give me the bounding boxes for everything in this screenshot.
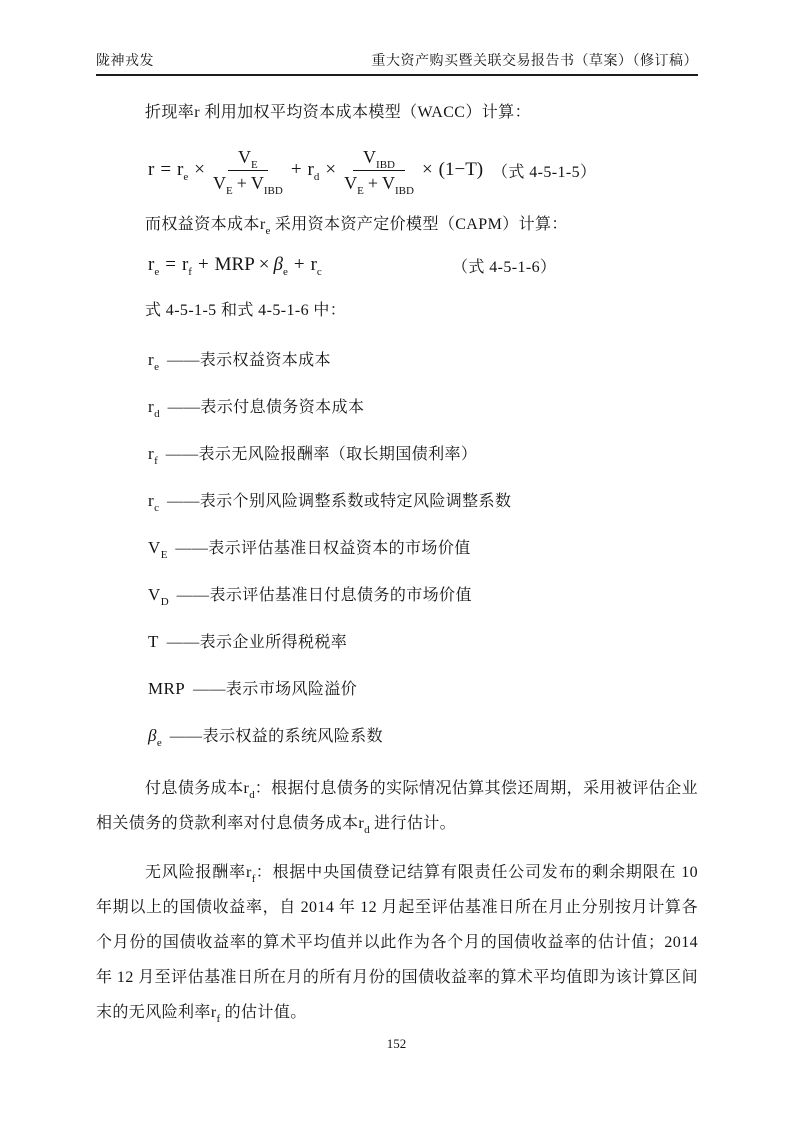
paragraph-debt-cost	[96, 771, 698, 841]
page-footer	[0, 1036, 793, 1052]
symbol-vd: $V_D$	[148, 585, 169, 608]
symbol-mrp: MRP	[148, 679, 186, 698]
definition-row-ve	[96, 536, 698, 561]
definition-row-rd	[96, 395, 698, 420]
tax-term: (1−T)	[438, 159, 484, 180]
paragraph-text: 而权益资本成本	[145, 216, 260, 233]
paragraph-text: 折现率	[145, 104, 195, 121]
page-number: 152	[386, 1036, 407, 1051]
formula-capm-expression: $r_e$ = $r_f$ + MRP × $\beta_e$ + $r_c$	[148, 254, 322, 278]
header-report-title: 重大资产购买暨关联交易报告书（草案）（修订稿）	[371, 54, 698, 69]
definition-text: ——表示权益的系统风险系数	[169, 728, 383, 745]
definition-row-mrp	[96, 677, 698, 702]
symbol-beta: $\beta_e$	[148, 726, 162, 749]
paragraph-capm-intro	[96, 214, 698, 236]
symbol-re: $r_e$	[148, 350, 159, 373]
symbol-rd: $r_d$	[148, 397, 160, 420]
header-company-name: 陇神戎发	[96, 54, 154, 69]
formula-capm-label: （式 4-5-1-6）	[452, 258, 557, 276]
paragraph-text: ：根据中央国债登记结算有限责任公司发布的剩余期限在 10 年期以上的国债收益率，自 2014 年 12 月起至评估基准日所在月止分别按月计算各个月份的国债收益率的算术平均值并以此作为各个月的国债收益率的估计值；2014 年 12 月至评估基准日所在月的所有月份的国债收益率的算术平均值即为该计算区间末的无风险利率	[96, 864, 699, 1021]
definition-text: ——表示个别风险调整系数或特定风险调整系数	[166, 493, 512, 510]
symbol-rd: $r_d$	[243, 780, 255, 801]
symbol-rd: $r_d$	[358, 815, 370, 836]
definition-text: ——表示企业所得税税率	[166, 634, 348, 651]
symbol-rf: $r_f$	[148, 444, 158, 467]
definition-row-rf	[96, 442, 698, 467]
paragraph-text: ：根据付息债务的实际情况估算其偿还周期，采用被评估企业相关债务的贷款利率对付息债务成本	[96, 780, 698, 832]
paragraph-text: 的估计值。	[220, 1004, 307, 1021]
definition-text: ——表示无风险报酬率（取长期国债利率）	[165, 446, 478, 463]
definition-text: ——表示权益资本成本	[166, 352, 331, 369]
definition-text: ——表示市场风险溢价	[193, 681, 358, 698]
symbol-rf: $r_f$	[210, 1004, 221, 1025]
formula-wacc	[96, 138, 698, 202]
symbol-rf: $r_f$	[245, 864, 256, 885]
definition-text: ——表示付息债务资本成本	[167, 399, 365, 416]
definition-row-re	[96, 348, 698, 373]
formula-wacc-expression: r = $r_e$ × $\frac{V_E}{V_E + V_{IBD}}$ + $r_d$ × $\frac{V_{IBD}}{V_E + V_{IBD}}$ × (1−T)	[148, 146, 484, 197]
paragraph-wacc-intro	[96, 102, 698, 124]
symbol-rc: $r_c$	[148, 491, 159, 514]
definition-text: ——表示评估基准日付息债务的市场价值	[176, 587, 472, 604]
page-content	[96, 96, 698, 1030]
formula-wacc-label: （式 4-5-1-5）	[492, 163, 597, 181]
symbol-r: r	[194, 104, 200, 121]
paragraph-text: 进行估计。	[369, 815, 457, 832]
symbol-ve: $V_E$	[148, 538, 168, 561]
paragraph-formula-reference: 式 4-5-1-5 和式 4-5-1-6 中：	[145, 302, 347, 319]
page-header	[96, 50, 698, 76]
symbol-re: $r_e$	[259, 216, 271, 237]
paragraph-text: 无风险报酬率	[145, 864, 246, 881]
paragraph-text: 付息债务成本	[145, 780, 244, 797]
definition-row-vd	[96, 583, 698, 608]
formula-capm	[96, 252, 698, 278]
fraction-equity-weight: $\frac{V_E}{V_E + V_{IBD}}$	[212, 146, 283, 197]
fraction-debt-weight: $\frac{V_{IBD}}{V_E + V_{IBD}}$	[344, 146, 414, 197]
paragraph-risk-free-rate	[96, 855, 698, 1030]
symbol-definitions	[96, 348, 698, 749]
definition-row-rc	[96, 489, 698, 514]
symbol-t: T	[148, 632, 159, 651]
paragraph-text: 采用资本资产定价模型（CAPM）计算：	[270, 216, 568, 233]
paragraph-text: 利用加权平均资本成本模型（WACC）计算：	[199, 104, 531, 121]
definition-row-beta	[96, 724, 698, 749]
definition-text: ——表示评估基准日权益资本的市场价值	[175, 540, 471, 557]
definition-row-t	[96, 630, 698, 655]
